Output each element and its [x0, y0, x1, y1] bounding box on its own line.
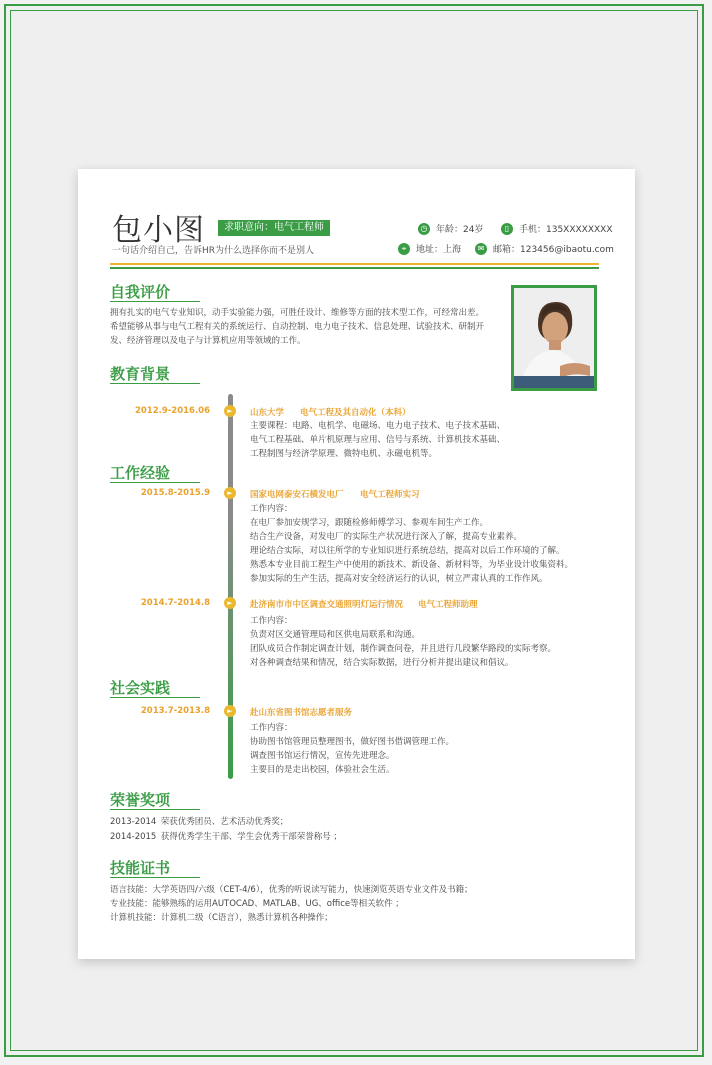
work-line: 结合生产设备，对发电厂的实际生产状况进行深入了解，提高专业素养。 [250, 532, 523, 542]
timeline-arrow-icon: ► [224, 705, 236, 717]
skills-text [110, 883, 580, 925]
education-line: 工程制图与经济学原理、微特电机、永磁电机等。 [250, 449, 438, 459]
person-photo-icon [514, 288, 594, 388]
age-text: 年龄：24岁 [436, 225, 484, 235]
section-underline [110, 301, 200, 302]
profile-photo [511, 285, 597, 391]
resume-paper [78, 169, 635, 959]
location-icon: ⌖ [398, 243, 410, 255]
work-line: 熟悉本专业目前工程生产中使用的新技术、新设备、新材料等，为毕业设计收集资料。 [250, 560, 574, 570]
section-title-honors: 荣誉奖项 [110, 791, 171, 809]
work-line: 理论结合实际，对以往所学的专业知识进行系统总结，提高对以后工作环境的了解。 [250, 546, 565, 556]
social-date: 2013.7-2013.8 [140, 706, 210, 716]
social-line: 主要目的是走出校园，体验社会生活。 [250, 765, 395, 775]
self-eval-line: 拥有扎实的电气专业知识，动手实验能力强，可胜任设计、维修等方面的技术型工作，可经常出差。 [110, 308, 485, 318]
address-text: 地址：上海 [416, 245, 462, 255]
self-eval-line: 发、经济管理以及电子与计算机应用等领域的工作。 [110, 336, 306, 346]
work-role: 电气工程师助理 [418, 600, 478, 610]
self-eval-line: 希望能够从事与电气工程有关的系统运行、自动控制、电力电子技术、信息处理、试验技术、研制开 [110, 322, 485, 332]
timeline-arrow-icon: ► [224, 487, 236, 499]
work-line: 对各种调查结果和情况，结合实际数据，进行分析并提出建议和倡议。 [250, 658, 514, 668]
skills-line: 专业技能：能够熟练的运用AUTOCAD、MATLAB、UG、office等相关软件 ； [110, 899, 404, 909]
work-org: 赴济南市市中区调查交通照明灯运行情况 [250, 600, 404, 610]
age-info [418, 222, 483, 235]
education-line: 电气工程基础、单片机原理与应用、信号与系统、计算机技术基础、 [250, 435, 506, 445]
education-courses [250, 419, 570, 461]
skills-line: 语言技能：大学英语四/六级（CET-4/6），优秀的听说读写能力，快速浏览英语专业文件及书籍； [110, 885, 473, 895]
tagline: 一句话介绍自己，告诉HR为什么选择你而不是别人 [112, 246, 315, 256]
section-title-work: 工作经验 [110, 464, 171, 482]
work-details [250, 614, 580, 670]
education-major: 电气工程及其自动化（本科） [300, 408, 411, 418]
work-line: 参加实际的生产生活，提高对安全经济运行的认识，树立严肃认真的工作作风。 [250, 574, 548, 584]
honor-text: 获得优秀学生干部、学生会优秀干部荣誉称号 ； [160, 832, 342, 842]
work-date: 2015.8-2015.9 [140, 488, 210, 498]
section-title-skills: 技能证书 [110, 859, 171, 877]
work-details [250, 502, 580, 586]
job-intent-badge: 求职意向：电气工程师 [218, 220, 330, 236]
social-line: 调查图书馆运行情况，宣传先进理念。 [250, 751, 395, 761]
phone-text: 手机：135XXXXXXXX [519, 225, 613, 235]
header-rule-green [110, 267, 599, 269]
phone-info [501, 222, 613, 235]
work-line: 工作内容： [250, 504, 293, 514]
self-eval-text [110, 306, 510, 348]
email-text: 邮箱：123456@ibaotu.com [493, 245, 614, 255]
timeline-arrow-icon: ► [224, 405, 236, 417]
skills-line: 计算机技能：计算机二级（C语言），熟悉计算机各种操作； [110, 913, 333, 923]
section-underline [110, 809, 200, 810]
header-rule-gold [110, 263, 599, 265]
work-role: 电气工程师实习 [360, 490, 420, 500]
work-line: 在电厂参加安规学习，跟随检修师傅学习、参观车间生产工作。 [250, 518, 489, 528]
work-line: 负责对区交通管理局和区供电局联系和沟通。 [250, 630, 421, 640]
honor-row [110, 815, 288, 827]
timeline-arrow-icon: ► [224, 597, 236, 609]
social-details [250, 721, 580, 777]
social-line: 工作内容： [250, 723, 293, 733]
email-info [475, 242, 614, 255]
address-info [398, 242, 461, 255]
honor-text: 荣获优秀团员、艺术活动优秀奖； [160, 817, 289, 827]
work-line: 工作内容： [250, 616, 293, 626]
education-date: 2012.9-2016.06 [134, 406, 210, 416]
honor-year: 2013-2014 [110, 817, 157, 827]
section-underline [110, 383, 200, 384]
education-school: 山东大学 [250, 408, 285, 418]
work-date: 2014.7-2014.8 [140, 598, 210, 608]
resume-name: 包小图 [112, 213, 205, 248]
section-underline [110, 482, 200, 483]
work-org: 国家电网泰安石横发电厂 [250, 490, 344, 500]
phone-icon: ▯ [501, 223, 513, 235]
section-underline [110, 877, 200, 878]
section-title-education: 教育背景 [110, 365, 171, 383]
work-line: 团队成员合作制定调查计划，制作调查问卷，并且进行几段繁华路段的实际考察。 [250, 644, 557, 654]
honor-year: 2014-2015 [110, 832, 157, 842]
social-org: 赴山东省图书馆志愿者服务 [250, 708, 353, 718]
section-underline [110, 697, 200, 698]
timeline-bar-gradient [228, 514, 233, 779]
section-title-social: 社会实践 [110, 679, 171, 697]
section-title-self-eval: 自我评价 [110, 283, 171, 301]
education-line: 主要课程：电路、电机学、电磁场、电力电子技术、电子技术基础、 [250, 421, 506, 431]
clock-icon: ◷ [418, 223, 430, 235]
honor-row [110, 830, 342, 842]
email-icon: ✉ [475, 243, 487, 255]
social-line: 协助图书馆管理员整理图书，做好图书借调管理工作。 [250, 737, 455, 747]
